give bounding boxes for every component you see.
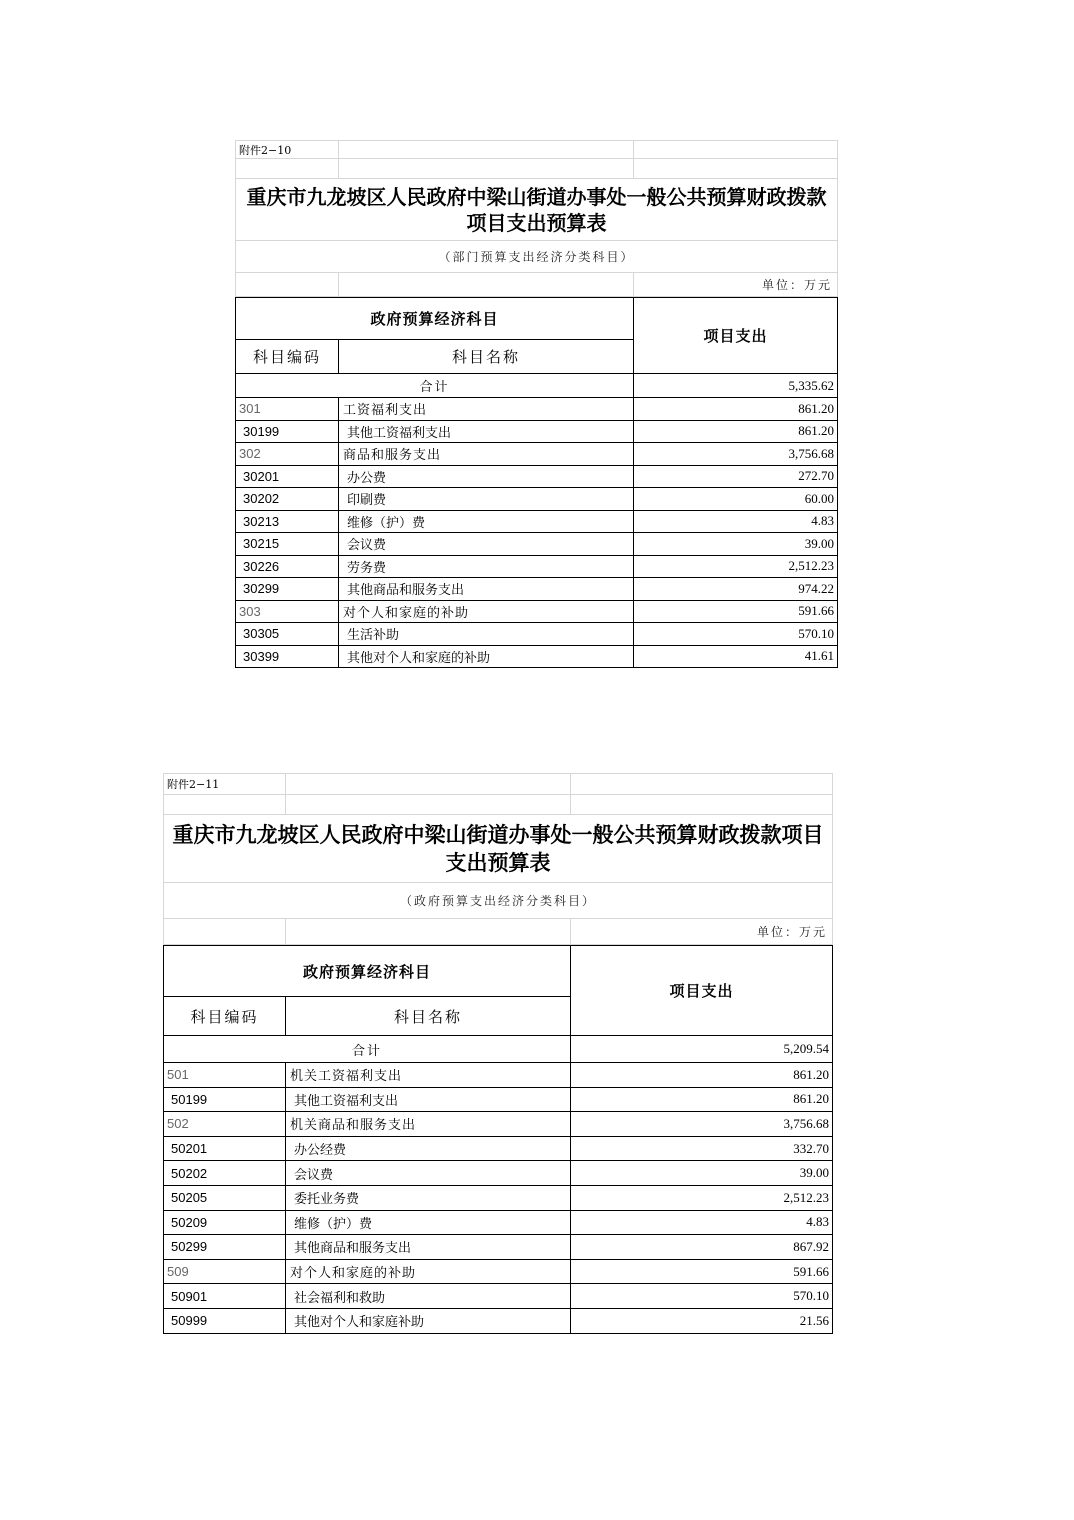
row-amount: 272.70 [634,466,838,489]
row-name: 工资福利支出 [339,398,634,421]
empty-cell [571,795,833,815]
empty-cell [235,159,339,179]
table-row [163,1260,833,1285]
row-code: 303 [235,601,339,624]
table-body [235,398,838,668]
table-row [235,556,838,579]
empty-cell [163,795,286,815]
empty-cell [339,140,634,159]
row-name: 劳务费 [339,556,634,579]
row-name: 会议费 [339,533,634,556]
row-amount: 861.20 [634,398,838,421]
row-amount: 861.20 [571,1088,833,1113]
row-code: 50901 [163,1284,286,1309]
row-name: 维修（护）费 [286,1211,571,1236]
row-code: 50202 [163,1161,286,1186]
row-amount: 4.83 [634,511,838,534]
row-amount: 39.00 [634,533,838,556]
row-amount: 41.61 [634,646,838,669]
page-title: 重庆市九龙坡区人民政府中梁山街道办事处一般公共预算财政拨款项目支出预算表 [235,179,838,241]
row-amount: 974.22 [634,578,838,601]
empty-cell [286,795,571,815]
row-amount: 861.20 [571,1063,833,1088]
row-amount: 39.00 [571,1161,833,1186]
row-code: 30399 [235,646,339,669]
row-name: 对个人和家庭的补助 [286,1260,571,1285]
row-amount: 4.83 [571,1211,833,1236]
row-code: 50999 [163,1309,286,1334]
header-group: 政府预算经济科目 [235,297,634,340]
table-row [235,646,838,669]
unit-label: 单位：万元 [634,273,838,297]
row-code: 50209 [163,1211,286,1236]
row-name: 委托业务费 [286,1186,571,1211]
empty-cell [571,773,833,795]
subtitle: （部门预算支出经济分类科目） [235,241,838,273]
row-code: 30199 [235,421,339,444]
row-code: 50299 [163,1235,286,1260]
row-amount: 591.66 [634,601,838,624]
table-row [235,511,838,534]
table-row [235,398,838,421]
table-row [163,1063,833,1088]
row-code: 509 [163,1260,286,1285]
row-code: 30202 [235,488,339,511]
row-amount: 591.66 [571,1260,833,1285]
row-name: 其他商品和服务支出 [339,578,634,601]
header-group: 政府预算经济科目 [163,945,571,997]
table-body [163,1063,833,1334]
row-name: 办公经费 [286,1137,571,1162]
table-row [163,1235,833,1260]
row-name: 社会福利和救助 [286,1284,571,1309]
table-row [235,443,838,466]
header-name: 科目名称 [286,997,571,1036]
table-row [163,1112,833,1137]
empty-cell [163,919,286,945]
unit-label: 单位：万元 [571,919,833,945]
row-code: 30215 [235,533,339,556]
row-code: 302 [235,443,339,466]
row-amount: 867.92 [571,1235,833,1260]
empty-cell [634,140,838,159]
budget-table-2-11 [163,773,833,1334]
header-amount: 项目支出 [571,945,833,1036]
row-name: 维修（护）费 [339,511,634,534]
attachment-label: 附件2−10 [235,140,339,159]
row-name: 其他对个人和家庭的补助 [339,646,634,669]
row-name: 机关工资福利支出 [286,1063,571,1088]
table-row [235,601,838,624]
row-code: 50205 [163,1186,286,1211]
row-name: 办公费 [339,466,634,489]
row-amount: 21.56 [571,1309,833,1334]
total-label: 合计 [235,374,634,398]
budget-table-2-10 [235,140,838,668]
header-amount: 项目支出 [634,297,838,374]
total-amount: 5,335.62 [634,374,838,398]
empty-cell [339,273,634,297]
row-name: 机关商品和服务支出 [286,1112,571,1137]
table-row [163,1309,833,1334]
empty-cell [235,273,339,297]
row-code: 30213 [235,511,339,534]
row-amount: 2,512.23 [634,556,838,579]
row-code: 50201 [163,1137,286,1162]
table-row [235,488,838,511]
row-amount: 2,512.23 [571,1186,833,1211]
row-name: 印刷费 [339,488,634,511]
row-name: 其他工资福利支出 [339,421,634,444]
total-label: 合计 [163,1036,571,1063]
row-code: 502 [163,1112,286,1137]
table-row [163,1211,833,1236]
header-code: 科目编码 [163,997,286,1036]
page-title: 重庆市九龙坡区人民政府中梁山街道办事处一般公共预算财政拨款项目支出预算表 [163,815,833,883]
table-row [163,1137,833,1162]
table-row [163,1088,833,1113]
empty-cell [634,159,838,179]
header-name: 科目名称 [339,340,634,374]
row-name: 会议费 [286,1161,571,1186]
header-code: 科目编码 [235,340,339,374]
row-code: 30201 [235,466,339,489]
row-name: 商品和服务支出 [339,443,634,466]
row-code: 30226 [235,556,339,579]
row-amount: 570.10 [571,1284,833,1309]
table-row [235,533,838,556]
table-row [163,1186,833,1211]
row-amount: 3,756.68 [571,1112,833,1137]
table-row [235,421,838,444]
row-code: 50199 [163,1088,286,1113]
row-name: 其他对个人和家庭补助 [286,1309,571,1334]
table-row [235,466,838,489]
row-name: 对个人和家庭的补助 [339,601,634,624]
empty-cell [286,773,571,795]
row-name: 其他工资福利支出 [286,1088,571,1113]
row-name: 生活补助 [339,623,634,646]
empty-cell [339,159,634,179]
empty-cell [286,919,571,945]
row-code: 301 [235,398,339,421]
row-amount: 3,756.68 [634,443,838,466]
total-amount: 5,209.54 [571,1036,833,1063]
table-row [235,578,838,601]
row-name: 其他商品和服务支出 [286,1235,571,1260]
subtitle: （政府预算支出经济分类科目） [163,883,833,919]
table-row [235,623,838,646]
row-code: 501 [163,1063,286,1088]
row-amount: 570.10 [634,623,838,646]
row-amount: 332.70 [571,1137,833,1162]
row-amount: 861.20 [634,421,838,444]
row-code: 30305 [235,623,339,646]
attachment-label: 附件2−11 [163,773,286,795]
table-row [163,1161,833,1186]
row-code: 30299 [235,578,339,601]
table-row [163,1284,833,1309]
row-amount: 60.00 [634,488,838,511]
